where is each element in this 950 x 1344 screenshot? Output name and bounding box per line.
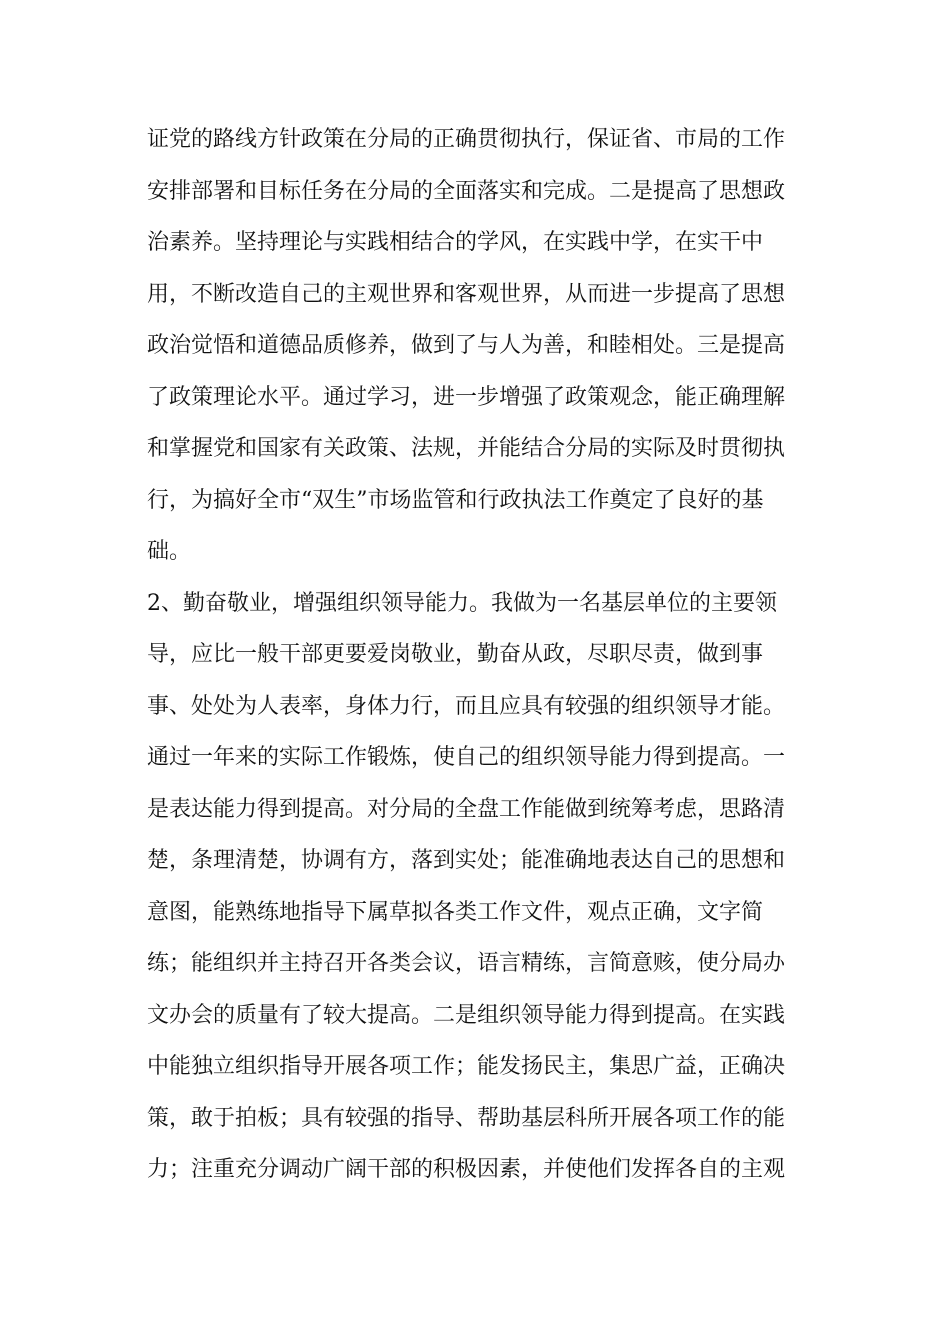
text-line: 证党的路线方针政策在分局的正确贯彻执行，保证省、市局的工作: [147, 127, 786, 152]
text-line: 意图，能熟练地指导下属草拟各类工作文件，观点正确，文字简: [147, 899, 764, 925]
text-line: 文办会的质量有了较大提高。二是组织领导能力得到提高。在实践: [147, 1002, 786, 1028]
body-text: [147, 114, 807, 1196]
text-line: 通过一年来的实际工作锻炼，使自己的组织领导能力得到提高。一: [147, 745, 786, 770]
text-line: 导，应比一般干部更要爱岗敬业，勤奋从政，尽职尽责，做到事: [147, 642, 764, 667]
text-line: 中能独立组织指导开展各项工作；能发扬民主，集思广益，正确决: [147, 1054, 786, 1079]
text-line: 练；能组织并主持召开各类会议，语言精练，言简意赅，使分局办: [147, 951, 786, 976]
text-line: 力；注重充分调动广阔干部的积极因素，并使他们发挥各自的主观: [147, 1157, 786, 1182]
text-line: 策，敢于拍板；具有较强的指导、帮助基层科所开展各项工作的能: [147, 1105, 786, 1131]
text-line: 事、处处为人表率，身体力行，而且应具有较强的组织领导才能。: [147, 693, 786, 719]
text-line: 安排部署和目标任务在分局的全面落实和完成。二是提高了思想政: [147, 178, 786, 204]
text-line: 2、勤奋敬业，增强组织领导能力。我做为一名基层单位的主要领: [147, 590, 777, 616]
text-line: 政治觉悟和道德品质修养，做到了与人为善，和睦相处。三是提高: [147, 333, 786, 358]
text-line: 用，不断改造自己的主观世界和客观世界，从而进一步提高了思想: [147, 281, 786, 307]
text-line: 了政策理论水平。通过学习，进一步增强了政策观念，能正确理解: [147, 384, 786, 410]
text-line: 和掌握党和国家有关政策、法规，并能结合分局的实际及时贯彻执: [147, 436, 786, 461]
text-line: 础。: [147, 539, 192, 564]
text-line: 是表达能力得到提高。对分局的全盘工作能做到统筹考虑，思路清: [147, 796, 786, 822]
text-line: 楚，条理清楚，协调有方，落到实处；能准确地表达自己的思想和: [147, 848, 786, 873]
text-line: 行，为搞好全市“双生”市场监管和行政执法工作奠定了良好的基: [147, 487, 764, 513]
text-line: 治素养。坚持理论与实践相结合的学风，在实践中学，在实干中: [147, 230, 764, 255]
